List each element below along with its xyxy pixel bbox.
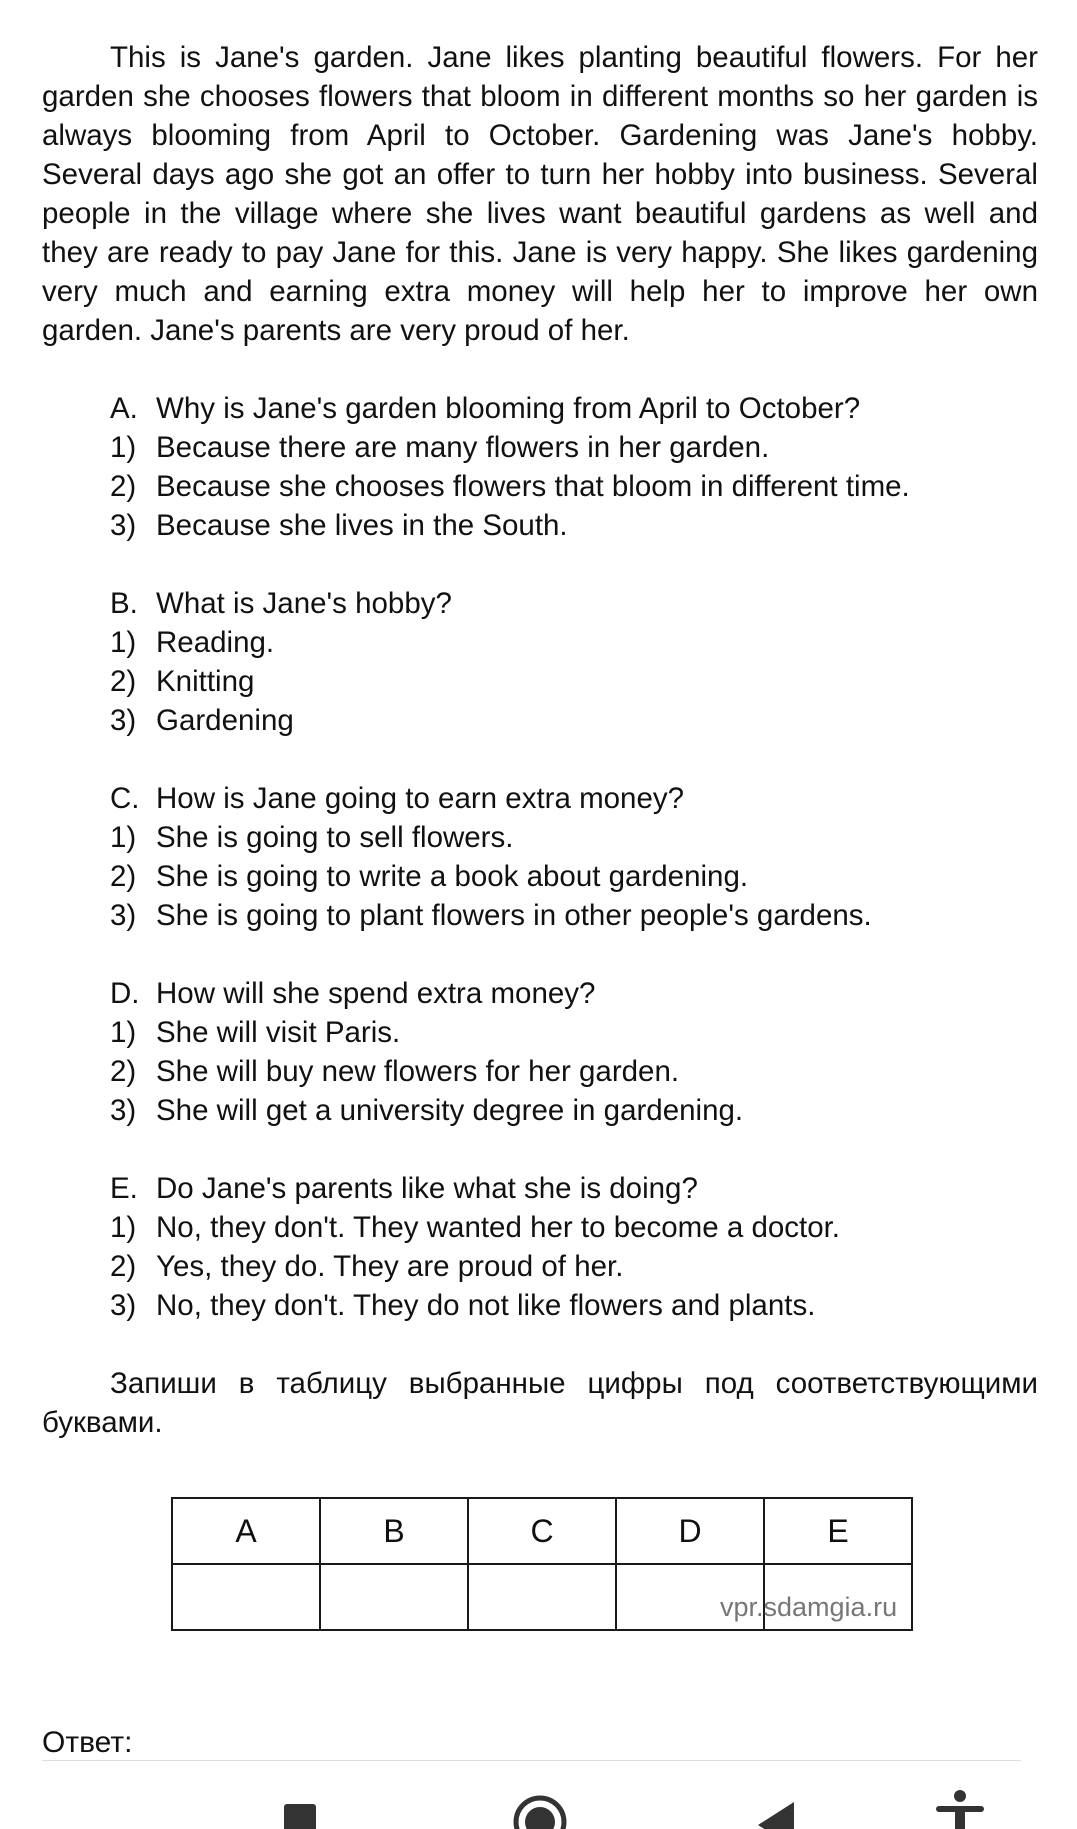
question-b [110,584,1038,740]
question-c [110,779,1038,935]
question-letter: C. [110,782,140,815]
question-text: Do Jane's parents like what she is doing? [156,1172,698,1205]
answer-option [110,701,1038,740]
answer-option [110,467,1038,506]
option-number: 1) [110,1016,137,1049]
answer-option [110,662,1038,701]
answer-option [110,896,1038,935]
option-text: Reading. [156,626,275,659]
answer-table-header-c: C [468,1498,616,1564]
question-a [110,389,1038,545]
answer-table-header-b: B [320,1498,468,1564]
recent-apps-button[interactable] [270,1788,330,1829]
option-number: 2) [110,470,137,503]
question-letter: D. [110,977,140,1010]
question-text: How will she spend extra money? [156,977,596,1010]
table-instruction: Запиши в таблицу выбранные цифры под соответствующими буквами. [42,1367,1038,1439]
answer-table-header-e: E [764,1498,912,1564]
option-number: 3) [110,704,137,737]
option-text: Yes, they do. They are proud of her. [156,1250,624,1283]
answer-cell-a[interactable] [172,1564,320,1630]
option-number: 3) [110,1289,137,1322]
option-number: 1) [110,821,137,854]
answer-label: Ответ: [42,1726,133,1759]
answer-option [110,1052,1038,1091]
option-number: 2) [110,860,137,893]
option-text: Knitting [156,665,255,698]
answer-option [110,1208,1038,1247]
answer-option [110,1091,1038,1130]
android-navigation-bar [0,1788,1077,1829]
question-stem [110,974,1038,1013]
site-watermark: vpr.sdamgia.ru [720,1592,898,1622]
option-text: She will buy new flowers for her garden. [156,1055,680,1088]
question-stem [110,389,1038,428]
question-stem [110,584,1038,623]
question-e [110,1169,1038,1325]
accessibility-button[interactable] [930,1788,990,1829]
option-text: She is going to sell flowers. [156,821,514,854]
option-text: She is going to write a book about gardening. [156,860,749,893]
option-number: 2) [110,1250,137,1283]
answer-cell-b[interactable] [320,1564,468,1630]
question-d [110,974,1038,1130]
recent-apps-icon [270,1788,330,1829]
answer-table-header-d: D [616,1498,764,1564]
option-number: 1) [110,431,137,464]
option-number: 3) [110,1094,137,1127]
question-letter: B. [110,587,138,620]
back-button[interactable] [746,1788,806,1829]
option-text: She will visit Paris. [156,1016,401,1049]
option-number: 3) [110,509,137,542]
answer-option [110,428,1038,467]
option-number: 1) [110,1211,137,1244]
option-text: Gardening [156,704,294,737]
question-letter: A. [110,392,138,425]
question-text: How is Jane going to earn extra money? [156,782,685,815]
answer-option [110,818,1038,857]
option-number: 2) [110,665,137,698]
reading-passage: This is Jane's garden. Jane likes planting beautiful flowers. For her garden she chooses flowers that bloom in different months so her garden is always blooming from April to October. Gardening was Jane's hobby. Several days ago she got an offer to turn her hobby into business. Several people in the village where she lives want beautiful gardens as well and they are ready to pay Jane for this. Jane is very happy. She likes gardening very much and earning extra money will help her to improve her own garden. Jane's parents are very proud of her. [42,41,1038,347]
answer-table-header-row [172,1498,912,1564]
option-text: No, they don't. They do not like flowers and plants. [156,1289,816,1322]
answer-table-header-a: A [172,1498,320,1564]
question-text: Why is Jane's garden blooming from April to October? [156,392,861,425]
answer-option [110,1013,1038,1052]
option-text: Because she chooses flowers that bloom in different time. [156,470,910,503]
option-text: She will get a university degree in gardening. [156,1094,744,1127]
question-text: What is Jane's hobby? [156,587,452,620]
divider [42,1760,1021,1761]
option-number: 3) [110,899,137,932]
option-number: 2) [110,1055,137,1088]
answer-option [110,1247,1038,1286]
question-stem [110,779,1038,818]
question-letter: E. [110,1172,138,1205]
answer-option [110,623,1038,662]
answer-option [110,506,1038,545]
option-text: No, they don't. They wanted her to become a doctor. [156,1211,841,1244]
answer-option [110,857,1038,896]
option-text: Because there are many flowers in her garden. [156,431,770,464]
option-number: 1) [110,626,137,659]
accessibility-icon [930,1788,990,1829]
question-stem [110,1169,1038,1208]
home-icon [510,1788,570,1829]
option-text: Because she lives in the South. [156,509,568,542]
document-content [42,38,1038,1442]
option-text: She is going to plant flowers in other people's gardens. [156,899,872,932]
answer-option [110,1286,1038,1325]
home-button[interactable] [510,1788,570,1829]
back-icon [746,1788,806,1829]
answer-cell-c[interactable] [468,1564,616,1630]
